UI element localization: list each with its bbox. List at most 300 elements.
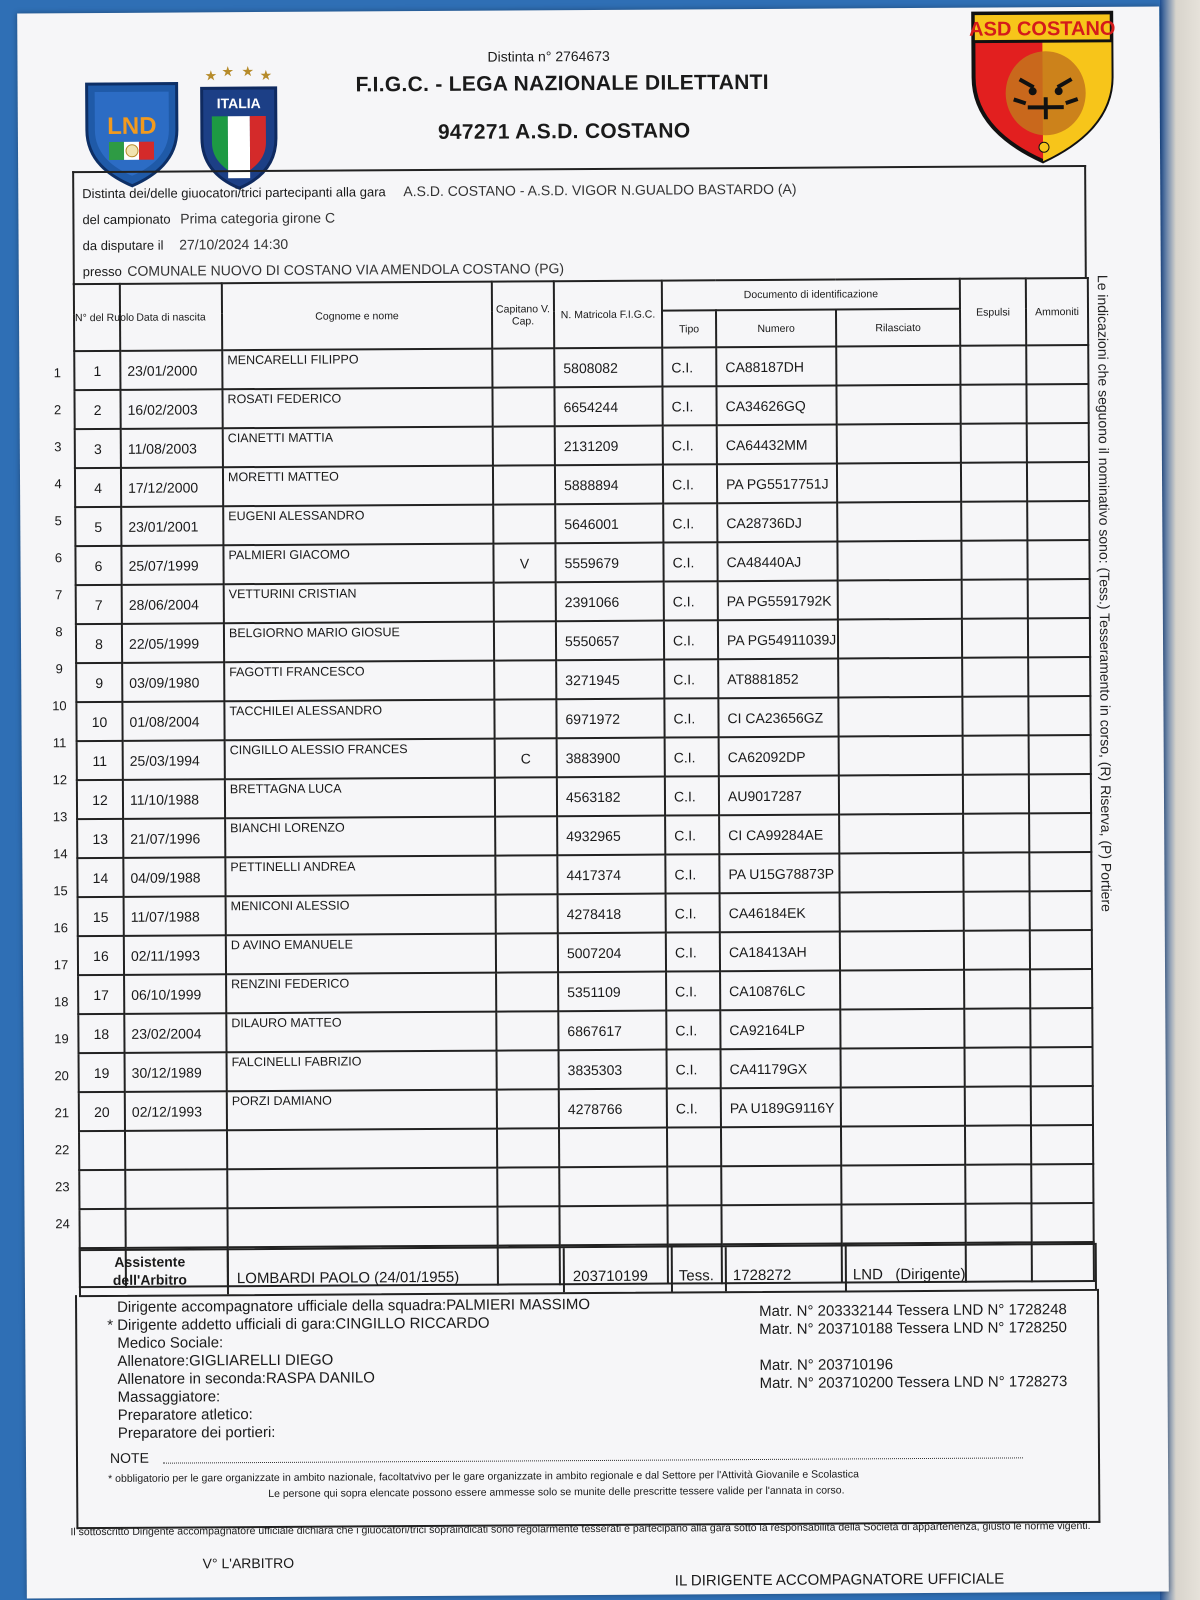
espulsi-cell (962, 618, 1028, 657)
presso-value: COMUNALE NUOVO DI COSTANO VIA AMENDOLA COSTANO (PG) (127, 260, 565, 279)
table-row (77, 735, 1091, 780)
birthdate-cell: 23/02/2004 (124, 1013, 226, 1053)
campionato-value: Prima categoria girone C (180, 209, 336, 227)
doc-number-cell: CA46184EK (720, 892, 840, 932)
matricola-cell: 3883900 (557, 738, 665, 778)
preparatore-atletico: Preparatore atletico: (117, 1406, 253, 1424)
presso-label: presso (82, 263, 122, 280)
espulsi-cell (964, 891, 1030, 930)
player-name-cell: VETTURINI CRISTIAN (224, 583, 494, 624)
rilasciato-cell (839, 736, 963, 776)
ruolo-cell: 6 (75, 546, 121, 585)
birthdate-cell: 04/09/1988 (123, 857, 225, 897)
ruolo-cell: 18 (78, 1014, 124, 1053)
matricola-cell: 3271945 (556, 660, 664, 700)
row-number: 18 (53, 994, 69, 1010)
assistant-ente: LND (Dirigente) (852, 1265, 966, 1284)
ammoniti-cell (1028, 579, 1090, 618)
doc-type-cell: C.I. (664, 659, 718, 698)
table-row (77, 774, 1091, 819)
rilasciato-cell (837, 502, 961, 542)
col-espulsi: Espulsi (960, 278, 1026, 345)
matricola-cell (559, 1206, 667, 1246)
matricola-cell: 5007204 (558, 933, 666, 973)
ammoniti-cell (1028, 657, 1090, 696)
massaggiatore: Massaggiatore: (117, 1388, 221, 1406)
declaration-text: Il sottoscritto Dirigente accompagnatore ufficiale dichiara che i giuocatori/trici sopraindicati sono regolarmente tesserati e partecipano alla gara sotto la responsabilità della Società di appartenenza, giusto le norme vigenti. (70, 1519, 1091, 1539)
doc-type-cell: C.I. (667, 1088, 721, 1127)
rilasciato-cell (836, 385, 960, 425)
espulsi-cell (963, 813, 1029, 852)
note-label: NOTE (109, 1449, 149, 1466)
rilasciato-cell (841, 1126, 965, 1166)
ammoniti-cell (1030, 969, 1092, 1008)
doc-type-cell (667, 1166, 721, 1205)
captain-cell (497, 1167, 559, 1206)
matricola-4: Matr. N° 203710200 Tessera LND N° 1728273 (759, 1373, 1068, 1392)
espulsi-cell (964, 1008, 1030, 1047)
arbitro-signature-label: V° L'ARBITRO (202, 1554, 295, 1572)
preparatore-portieri: Preparatore dei portieri: (117, 1423, 276, 1442)
row-number: 23 (55, 1179, 70, 1195)
espulsi-cell (963, 735, 1029, 774)
captain-cell: C (495, 738, 557, 777)
matricola-cell: 5888894 (555, 465, 663, 505)
matricola-cell (559, 1128, 667, 1168)
assistant-label: Assistente dell'Arbitro (112, 1253, 188, 1288)
doc-type-cell (667, 1205, 721, 1244)
svg-text:LND: LND (107, 112, 157, 140)
ruolo-cell: 20 (79, 1092, 125, 1131)
row-number: 10 (52, 698, 67, 714)
espulsi-cell (963, 852, 1029, 891)
data-label: da disputare il (82, 237, 164, 254)
matricola-cell: 5646001 (555, 504, 663, 544)
table-row (79, 1125, 1093, 1170)
doc-number-cell: PA U15G78873P (719, 853, 839, 893)
table-row (76, 696, 1090, 741)
rilasciato-cell (837, 541, 961, 581)
espulsi-cell (965, 1164, 1031, 1203)
matricola-cell: 3835303 (559, 1050, 667, 1090)
ruolo-cell: 3 (75, 429, 121, 468)
assistant-matricola: 203710199 (572, 1267, 649, 1286)
birthdate-cell: 21/07/1996 (123, 818, 225, 858)
table-row (78, 891, 1092, 936)
row-number: 13 (52, 809, 68, 825)
rilasciato-cell (840, 1009, 964, 1049)
espulsi-cell (960, 345, 1026, 384)
table-row (79, 1047, 1093, 1092)
birthdate-cell (125, 1130, 227, 1170)
ruolo-cell: 11 (77, 741, 123, 780)
matricola-cell: 4278418 (558, 894, 666, 934)
table-row (75, 501, 1089, 546)
player-name-cell: MORETTI MATTEO (223, 466, 493, 507)
gara-label: Distinta dei/delle giuocatori/trici partecipanti alla gara (82, 184, 386, 202)
birthdate-cell: 11/10/1988 (123, 779, 225, 819)
espulsi-cell (962, 579, 1028, 618)
doc-number-cell: PA PG5517751J (717, 464, 837, 504)
row-number: 3 (54, 439, 62, 455)
club-name: 947271 A.S.D. COSTANO (437, 119, 691, 144)
data-line (83, 236, 289, 253)
row-number: 12 (52, 772, 68, 788)
fine-print-2: Le persone qui sopra elencate possono essere ammesse solo se munite delle prescritte tessere valide per l'annata in corso. (268, 1484, 845, 1500)
ammoniti-cell (1026, 384, 1088, 423)
col-ruolo: N° del Ruolo (74, 284, 120, 351)
espulsi-cell (960, 384, 1026, 423)
birthdate-cell: 23/01/2000 (120, 350, 222, 390)
birthdate-cell: 25/07/1999 (121, 545, 223, 585)
doc-number-cell (721, 1165, 841, 1205)
player-name-cell: BIANCHI LORENZO (225, 817, 495, 858)
assistant-tipo: Tess. (678, 1267, 714, 1285)
birthdate-cell (125, 1169, 227, 1209)
matricola-cell: 4932965 (557, 816, 665, 856)
espulsi-cell (965, 1047, 1031, 1086)
doc-type-cell: C.I. (664, 581, 718, 620)
rilasciato-cell (841, 1204, 965, 1244)
gara-value: A.S.D. COSTANO - A.S.D. VIGOR N.GUALDO BASTARDO (A) (403, 180, 797, 200)
table-row (74, 384, 1088, 429)
ammoniti-cell (1029, 774, 1091, 813)
distinta-number: Distinta n° 2764673 (487, 47, 610, 65)
player-name-cell: PETTINELLI ANDREA (225, 856, 495, 897)
player-name-cell: PORZI DAMIANO (227, 1090, 497, 1131)
row-number: 24 (55, 1216, 70, 1232)
assistant-name: LOMBARDI PAOLO (24/01/1955) (236, 1268, 460, 1288)
matricola-cell: 6971972 (556, 699, 664, 739)
rilasciato-cell (838, 580, 962, 620)
row-number: 17 (53, 957, 69, 973)
ammoniti-cell (1027, 462, 1089, 501)
col-tipo: Tipo (662, 310, 716, 347)
ammoniti-cell (1029, 852, 1091, 891)
captain-cell (495, 777, 557, 816)
espulsi-cell (965, 1125, 1031, 1164)
ammoniti-cell (1031, 1125, 1093, 1164)
row-number: 4 (54, 476, 62, 492)
table-row (78, 969, 1092, 1014)
rilasciato-cell (837, 463, 961, 503)
ruolo-cell: 17 (78, 975, 124, 1014)
ruolo-cell: 12 (77, 780, 123, 819)
row-number: 5 (54, 513, 62, 529)
table-row (78, 1008, 1092, 1053)
row-number: 11 (52, 735, 67, 751)
row-number: 2 (53, 402, 62, 418)
rilasciato-cell (839, 853, 963, 893)
birthdate-cell: 16/02/2003 (120, 389, 222, 429)
row-number: 22 (54, 1142, 70, 1158)
birthdate-cell (125, 1208, 227, 1248)
doc-type-cell: C.I. (665, 815, 719, 854)
doc-number-cell: CI CA23656GZ (718, 697, 838, 737)
table-row (75, 462, 1089, 507)
matricola-cell: 2131209 (555, 426, 663, 466)
matricola-cell: 4278766 (559, 1089, 667, 1129)
doc-number-cell: CA10876LC (720, 970, 840, 1010)
table-row (75, 540, 1089, 585)
espulsi-cell (965, 1086, 1031, 1125)
row-number: 9 (55, 661, 63, 677)
doc-type-cell: C.I. (662, 347, 716, 386)
birthdate-cell: 06/10/1999 (124, 974, 226, 1014)
rilasciato-cell (838, 697, 962, 737)
table-row (79, 1164, 1093, 1209)
ammoniti-cell (1026, 345, 1088, 384)
ruolo-cell: 4 (75, 468, 121, 507)
table-row (75, 423, 1089, 468)
table-row (77, 852, 1091, 897)
doc-number-cell: PA U189G9116Y (721, 1087, 841, 1127)
ruolo-cell: 8 (76, 624, 122, 663)
ruolo-cell: 2 (74, 390, 120, 429)
row-number: 21 (54, 1105, 70, 1121)
ruolo-cell (79, 1131, 125, 1170)
doc-type-cell: C.I. (666, 971, 720, 1010)
svg-text:ITALIA: ITALIA (216, 95, 261, 112)
birthdate-cell: 03/09/1980 (122, 662, 224, 702)
espulsi-cell (961, 462, 1027, 501)
rilasciato-cell (838, 658, 962, 698)
player-name-cell: MENICONI ALESSIO (226, 895, 496, 936)
player-name-cell: CINGILLO ALESSIO FRANCES (225, 739, 495, 780)
captain-cell (493, 426, 555, 465)
row-number: 14 (53, 846, 68, 862)
ammoniti-cell (1028, 618, 1090, 657)
doc-type-cell: C.I. (667, 1049, 721, 1088)
doc-number-cell (721, 1126, 841, 1166)
svg-text:★: ★ (204, 67, 218, 84)
captain-cell: V (493, 543, 555, 582)
doc-type-cell: C.I. (665, 776, 719, 815)
captain-cell (495, 855, 557, 894)
doc-number-cell: CA28736DJ (717, 503, 837, 543)
ammoniti-cell (1030, 930, 1092, 969)
player-name-cell: RENZINI FEDERICO (226, 973, 496, 1014)
ruolo-cell: 14 (77, 858, 123, 897)
captain-cell (495, 816, 557, 855)
captain-cell (494, 699, 556, 738)
captain-cell (494, 660, 556, 699)
doc-number-cell: CA34626GQ (716, 386, 836, 426)
matricola-cell (559, 1167, 667, 1207)
row-number: 6 (54, 550, 63, 566)
sheet-header (17, 7, 1160, 179)
espulsi-cell (962, 696, 1028, 735)
matricola-cell: 5808082 (554, 348, 662, 388)
data-value: 27/10/2024 14:30 (179, 235, 289, 253)
campionato-label: del campionato (82, 211, 171, 228)
svg-text:★: ★ (259, 66, 273, 84)
birthdate-cell: 28/06/2004 (122, 584, 224, 624)
allenatore-seconda: Allenatore in seconda:RASPA DANILO (117, 1369, 375, 1388)
col-nascita: Data di nascita (120, 283, 222, 351)
matricola-cell: 5550657 (556, 621, 664, 661)
fine-print-1: * obbligatorio per le gare organizzate in ambito nazionale, facoltatvivo per le gare organizzate in ambito regionale e dal Settore per l'Attività Giovanile e Scolastica (108, 1468, 860, 1485)
matricola-cell: 4417374 (557, 855, 665, 895)
assistant-numero: 1728272 (732, 1266, 792, 1285)
dirigente-ufficiale: Dirigente accompagnatore ufficiale della squadra:PALMIERI MASSIMO (117, 1296, 591, 1316)
player-name-cell: ROSATI FEDERICO (222, 388, 492, 429)
doc-number-cell: CA88187DH (716, 347, 836, 387)
birthdate-cell: 02/11/1993 (124, 935, 226, 975)
ammoniti-cell (1028, 696, 1090, 735)
rilasciato-cell (841, 1165, 965, 1205)
col-documento: Documento di identificazione (662, 279, 960, 311)
player-name-cell: TACCHILEI ALESSANDRO (224, 700, 494, 741)
player-name-cell (227, 1207, 497, 1248)
row-number: 16 (53, 920, 69, 936)
captain-cell (492, 387, 554, 426)
side-legend-note: Le indicazioni che seguono il nominativo sono: (Tess.) Tesseramento in corso, (R) Riserva, (P) Portiere (1094, 274, 1115, 912)
ammoniti-cell (1030, 1008, 1092, 1047)
captain-cell (496, 1011, 558, 1050)
table-row (78, 930, 1092, 975)
rilasciato-cell (839, 814, 963, 854)
matricola-cell: 6654244 (554, 387, 662, 427)
players-table (73, 277, 1095, 1288)
captain-cell (496, 972, 558, 1011)
table-row (79, 1086, 1093, 1131)
doc-type-cell (667, 1127, 721, 1166)
doc-type-cell: C.I. (666, 1010, 720, 1049)
rilasciato-cell (841, 1048, 965, 1088)
doc-number-cell: CA18413AH (720, 931, 840, 971)
asd-costano-logo (967, 7, 1118, 168)
table-row (76, 657, 1090, 702)
row-number: 8 (55, 624, 63, 640)
doc-type-cell: C.I. (665, 737, 719, 776)
doc-type-cell: C.I. (664, 620, 718, 659)
staff-box (75, 1289, 1100, 1529)
presso-line (83, 260, 564, 279)
match-info-box (72, 165, 1087, 285)
dirigente-signature-label: IL DIRIGENTE ACCOMPAGNATORE UFFICIALE (674, 1570, 1005, 1590)
row-number: 19 (54, 1031, 69, 1047)
doc-number-cell: AT8881852 (718, 658, 838, 698)
player-name-cell: DILAURO MATTEO (226, 1012, 496, 1053)
captain-cell (497, 1206, 559, 1245)
doc-number-cell: CA41179GX (721, 1048, 841, 1088)
doc-type-cell: C.I. (663, 503, 717, 542)
ruolo-cell: 15 (78, 897, 124, 936)
col-capitano: Capitano V. Cap. (492, 281, 554, 348)
captain-cell (497, 1050, 559, 1089)
captain-cell (492, 348, 554, 387)
ammoniti-cell (1031, 1047, 1093, 1086)
player-name-cell (227, 1168, 497, 1209)
doc-type-cell: C.I. (666, 932, 720, 971)
table-row (74, 345, 1088, 390)
player-name-cell: FALCINELLI FABRIZIO (227, 1051, 497, 1092)
doc-type-cell: C.I. (662, 386, 716, 425)
ammoniti-cell (1031, 1164, 1093, 1203)
espulsi-cell (965, 1203, 1031, 1242)
rilasciato-cell (839, 775, 963, 815)
espulsi-cell (961, 501, 1027, 540)
doc-type-cell: C.I. (663, 464, 717, 503)
doc-number-cell: CA92164LP (720, 1009, 840, 1049)
allenatore: Allenatore:GIGLIARELLI DIEGO (117, 1351, 334, 1370)
captain-cell (493, 504, 555, 543)
doc-number-cell: PA PG54911039J (718, 620, 838, 660)
matricola-1: Matr. N° 203332144 Tessera LND N° 1728248 (759, 1301, 1067, 1320)
player-name-cell: MENCARELLI FILIPPO (222, 349, 492, 390)
player-name-cell: BELGIORNO MARIO GIOSUE (224, 622, 494, 663)
birthdate-cell: 23/01/2001 (121, 506, 223, 546)
captain-cell (496, 933, 558, 972)
player-name-cell: D AVINO EMANUELE (226, 934, 496, 975)
rilasciato-cell (838, 619, 962, 659)
ruolo-cell: 5 (75, 507, 121, 546)
row-numbers (45, 354, 74, 1242)
note-line (163, 1457, 1023, 1463)
doc-number-cell: PA PG5591792K (718, 581, 838, 621)
matricola-cell: 4563182 (557, 777, 665, 817)
ammoniti-cell (1027, 423, 1089, 462)
doc-type-cell: C.I. (663, 542, 717, 581)
captain-cell (494, 582, 556, 621)
table-row (76, 579, 1090, 624)
espulsi-cell (964, 930, 1030, 969)
ammoniti-cell (1031, 1203, 1093, 1242)
ruolo-cell: 7 (76, 585, 122, 624)
espulsi-cell (963, 774, 1029, 813)
table-row (76, 618, 1090, 663)
table-row (79, 1203, 1093, 1248)
espulsi-cell (962, 657, 1028, 696)
ammoniti-cell (1027, 501, 1089, 540)
birthdate-cell: 01/08/2004 (122, 701, 224, 741)
rilasciato-cell (836, 346, 960, 386)
espulsi-cell (964, 969, 1030, 1008)
birthdate-cell: 17/12/2000 (121, 467, 223, 507)
doc-number-cell: CI CA99284AE (719, 814, 839, 854)
birthdate-cell: 11/08/2003 (121, 428, 223, 468)
birthdate-cell: 22/05/1999 (122, 623, 224, 663)
sheet-title: F.I.G.C. - LEGA NAZIONALE DILETTANTI (355, 70, 769, 97)
matricola-3: Matr. N° 203710196 (759, 1356, 894, 1374)
player-name-cell: BRETTAGNA LUCA (225, 778, 495, 819)
ammoniti-cell (1027, 540, 1089, 579)
ammoniti-cell (1031, 1086, 1093, 1125)
ruolo-cell: 1 (74, 351, 120, 390)
ammoniti-cell (1030, 891, 1092, 930)
captain-cell (497, 1089, 559, 1128)
matricola-cell: 5351109 (558, 972, 666, 1012)
matricola-2: Matr. N° 203710188 Tessera LND N° 1728250 (759, 1319, 1068, 1338)
rilasciato-cell (840, 892, 964, 932)
svg-text:★: ★ (241, 63, 255, 80)
doc-number-cell: CA62092DP (719, 736, 839, 776)
birthdate-cell: 02/12/1993 (125, 1091, 227, 1131)
row-number: 1 (53, 365, 62, 381)
player-name-cell: EUGENI ALESSANDRO (223, 505, 493, 546)
col-rilasciato: Rilasciato (836, 309, 960, 347)
ammoniti-cell (1029, 735, 1091, 774)
gara-line (82, 181, 796, 201)
captain-cell (493, 465, 555, 504)
doc-type-cell: C.I. (666, 893, 720, 932)
doc-number-cell: AU9017287 (719, 775, 839, 815)
captain-cell (496, 894, 558, 933)
matricola-cell: 5559679 (555, 543, 663, 583)
matricola-cell: 2391066 (556, 582, 664, 622)
ruolo-cell: 10 (76, 702, 122, 741)
